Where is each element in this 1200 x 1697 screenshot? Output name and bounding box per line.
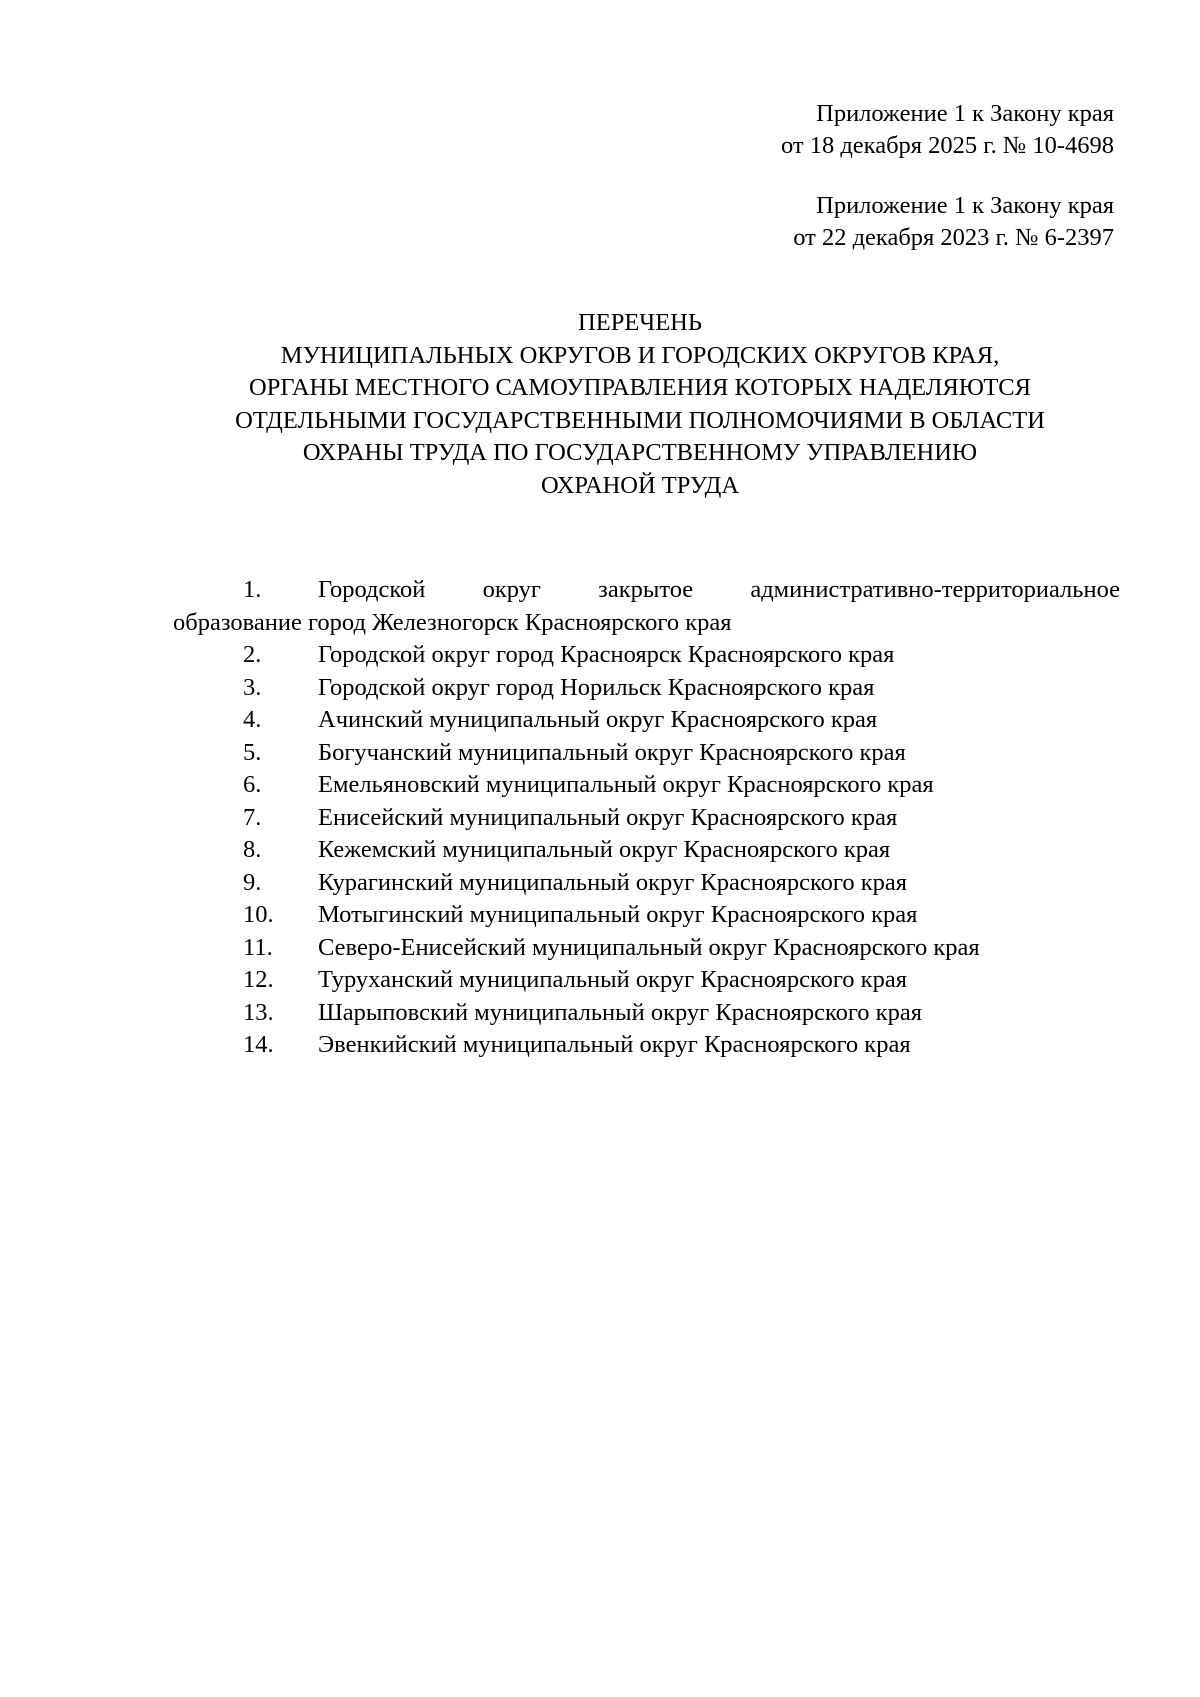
document-title [160, 307, 1120, 502]
list-item [173, 867, 1120, 900]
item-number: 10. [243, 901, 274, 928]
list-item [173, 737, 1120, 770]
list-item [173, 574, 1120, 639]
item-number: 4. [243, 706, 262, 733]
item-number: 2. [243, 641, 262, 668]
item-text: Курагинский муниципальный округ Красноярского края [318, 868, 908, 896]
item-text: Шарыповский муниципальный округ Красноярского края [318, 998, 922, 1026]
item-text: Богучанский муниципальный округ Красноярского края [318, 738, 906, 766]
item-text: Кежемский муниципальный округ Красноярского края [318, 836, 891, 863]
title-line: ОХРАНЫ ТРУДА ПО ГОСУДАРСТВЕННОМУ УПРАВЛЕНИЮ [302, 439, 978, 466]
list-item [173, 1029, 1120, 1062]
item-text: Емельяновский муниципальный округ Красноярского края [318, 771, 934, 798]
appendix-note-title: Приложение 1 к Закону края [816, 192, 1114, 219]
item-text: Городской округ город Норильск Красноярского края [318, 673, 875, 701]
item-text: Туруханский муниципальный округ Красноярского края [318, 966, 907, 993]
list-item [173, 899, 1120, 932]
list-item [173, 964, 1120, 997]
appendix-note-date: от 18 декабря 2025 г. № 10-4698 [780, 132, 1114, 159]
item-number: 8. [243, 836, 262, 863]
item-text: Городской округ город Красноярск Красноярского края [318, 641, 895, 668]
list-item [173, 639, 1120, 672]
list-item [173, 802, 1120, 835]
appendix-note-original [793, 190, 1114, 254]
title-line: ПЕРЕЧЕНЬ [578, 309, 702, 336]
list-item [173, 834, 1120, 867]
list-item [173, 672, 1120, 705]
item-number: 14. [243, 1031, 274, 1058]
item-number: 13. [243, 998, 274, 1026]
title-line: ОРГАНЫ МЕСТНОГО САМОУПРАВЛЕНИЯ КОТОРЫХ НАДЕЛЯЮТСЯ [249, 374, 1031, 401]
item-number: 1. [243, 576, 262, 603]
item-text: Эвенкийский муниципальный округ Красноярского края [318, 1031, 911, 1058]
item-number: 3. [243, 673, 262, 701]
item-number: 7. [243, 803, 262, 831]
item-text: Северо-Енисейский муниципальный округ Красноярского края [318, 933, 980, 961]
appendix-note-current [781, 98, 1114, 162]
list-item [173, 769, 1120, 802]
districts-list [173, 574, 1120, 1062]
item-text-line: образование город Железногорск Красноярского края [173, 608, 732, 636]
list-item [173, 997, 1120, 1030]
title-line: МУНИЦИПАЛЬНЫХ ОКРУГОВ И ГОРОДСКИХ ОКРУГОВ КРАЯ, [280, 341, 1000, 369]
list-item [173, 704, 1120, 737]
item-text: Ачинский муниципальный округ Красноярского края [318, 706, 878, 733]
item-number: 9. [243, 868, 262, 896]
item-number: 5. [243, 738, 262, 766]
appendix-note-title: Приложение 1 к Закону края [816, 100, 1114, 127]
list-item [173, 932, 1120, 965]
item-text: Енисейский муниципальный округ Красноярского края [318, 803, 898, 831]
item-number: 12. [243, 966, 274, 993]
item-text: Мотыгинский муниципальный округ Красноярского края [318, 901, 918, 928]
title-line: ОХРАНОЙ ТРУДА [540, 471, 740, 499]
title-line: ОТДЕЛЬНЫМИ ГОСУДАРСТВЕННЫМИ ПОЛНОМОЧИЯМИ В ОБЛАСТИ [235, 406, 1045, 434]
item-number: 11. [243, 933, 273, 961]
appendix-note-date: от 22 декабря 2023 г. № 6-2397 [793, 224, 1114, 251]
item-number: 6. [243, 771, 262, 798]
item-text-line: Городской округ закрытое административно-территориальное [318, 576, 1120, 603]
